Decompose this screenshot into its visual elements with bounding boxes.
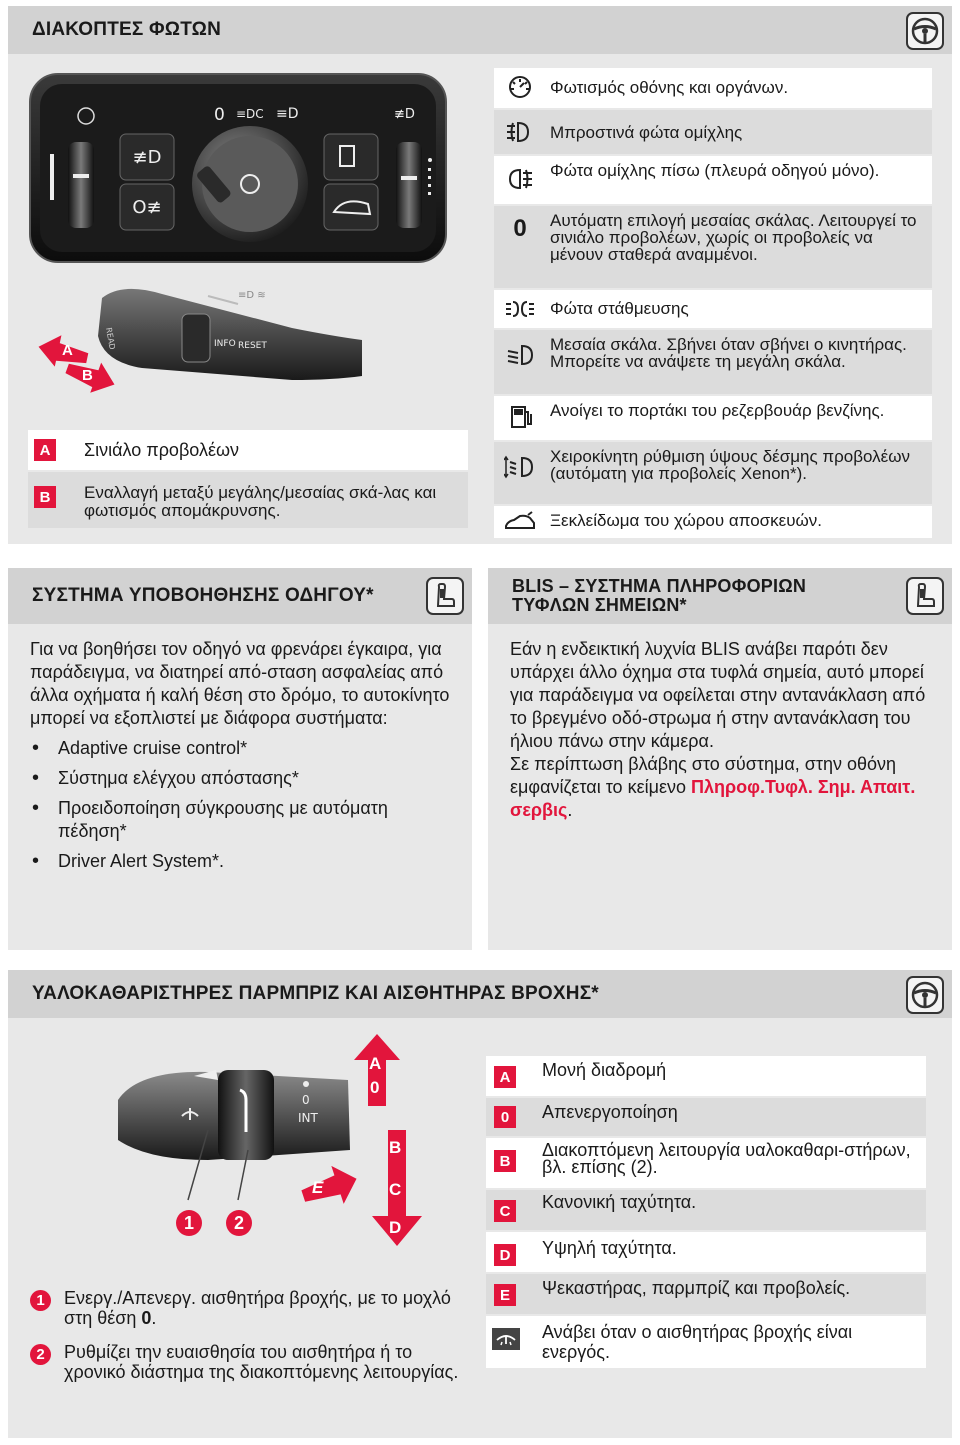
arrow-a-label: A	[62, 342, 73, 359]
lights-title: ΔΙΑΚΟΠΤΕΣ ΦΩΤΩΝ	[32, 19, 222, 40]
trunk-unlock-icon	[502, 509, 538, 535]
letter-badge-b: B	[494, 1150, 516, 1172]
driver-support-body	[30, 638, 460, 873]
zero-symbol: 0	[513, 215, 527, 242]
wiper-row-e	[486, 1274, 926, 1314]
wiper-row-e-text: Ψεκαστήρας, παρμπρίζ και προβολείς.	[542, 1278, 851, 1298]
wiper-row-zero-text: Απενεργοποίηση	[542, 1102, 678, 1122]
lights-row-front-fog-text: Μπροστινά φώτα ομίχλης	[550, 123, 743, 142]
lights-row-fuel	[494, 396, 932, 440]
driver-support-bullets	[30, 737, 460, 873]
lights-row-rear-fog	[494, 156, 932, 204]
wiper-arrow-d-label: D	[389, 1218, 402, 1237]
lights-row-parking-text: Φώτα στάθμευσης	[550, 299, 689, 318]
blis-title-line2: ΤΥΦΛΩΝ ΣΗΜΕΙΩΝ*	[512, 595, 687, 615]
lights-row-trunk-text: Ξεκλείδωμα του χώρου αποσκευών.	[550, 511, 823, 530]
lights-header	[8, 6, 952, 54]
blis-service-message: Πληροφ.Τυφλ. Σημ. Απαιτ. σερβις	[510, 777, 916, 820]
lights-section	[8, 6, 952, 544]
wiper-numbered-1-suffix: .	[151, 1308, 157, 1328]
wiper-row-b	[486, 1138, 926, 1188]
blis-para2-prefix: Σε περίπτωση βλάβης στο σύστημα, στην οθόνη εμφανίζεται το κείμενο	[510, 754, 897, 797]
wiper-stalk-int: INT	[298, 1111, 318, 1125]
callout-lines	[168, 1110, 288, 1220]
lights-row-instrument-text: Φωτισμός οθόνης και οργάνων.	[550, 78, 789, 97]
lights-row-zero	[494, 206, 932, 288]
wiper-row-c	[486, 1190, 926, 1230]
wipers-header	[8, 970, 952, 1018]
numbered-circle-2: 2	[30, 1344, 51, 1365]
wiper-arrow-e-label: E	[312, 1178, 324, 1197]
instrument-lighting-icon	[502, 74, 538, 100]
wipers-section	[8, 970, 952, 1438]
blis-para2-suffix: .	[567, 800, 573, 820]
wiper-stalk-zero: 0	[302, 1093, 310, 1107]
lights-row-trunk	[494, 506, 932, 538]
lights-row-instrument	[494, 68, 932, 108]
callout-1: 1	[176, 1210, 202, 1236]
wipers-title: ΥΑΛΟΚΑΘΑΡΙΣΤΗΡΕΣ ΠΑΡΜΠΡΙΖ ΚΑΙ ΑΙΣΘΗΤΗΡΑΣ ΒΡΟΧΗΣ*	[32, 983, 599, 1004]
rear-fog-light-icon	[502, 166, 538, 192]
blis-section	[488, 568, 952, 950]
lights-item-a	[28, 430, 468, 470]
seat-icon	[906, 577, 944, 615]
parking-light-icon	[502, 296, 538, 322]
wiper-arrow-e	[298, 1166, 358, 1210]
driver-support-intro: Για να βοηθήσει τον οδηγό να φρενάρει έγκαιρα, για παράδειγμα, να διατηρεί από-σταση ασφαλείας από άλλα οχήματα ή καλή θέση στο δρόμο, το αυτοκίνητο μπορεί να εξοπλιστεί με διάφορα συστήματα:	[30, 639, 450, 728]
seat-icon	[426, 577, 464, 615]
lights-row-fuel-text: Ανοίγει το πορτάκι του ρεζερβουάρ βενζίνης.	[550, 401, 885, 420]
lights-row-zero-text: Αυτόματη επιλογή μεσαίας σκάλας. Λειτουργεί το σινιάλο προβολέων, χωρίς οι προβολείς να μένουν σταθερά αναμμένοι.	[550, 211, 917, 264]
wiper-positions-list	[486, 1056, 926, 1430]
numbered-circle-1: 1	[30, 1290, 51, 1311]
svg-text:≡D: ≡D	[276, 106, 299, 122]
lights-item-a-text: Σινιάλο προβολέων	[84, 440, 240, 460]
wiper-numbered-1-text	[64, 1288, 464, 1328]
letter-badge-c: C	[494, 1200, 516, 1222]
wiper-row-zero	[486, 1098, 926, 1136]
beam-height-icon	[502, 454, 538, 480]
lights-row-rear-fog-text: Φώτα ομίχλης πίσω (πλευρά οδηγού μόνο).	[550, 161, 880, 180]
lights-row-dipped	[494, 330, 932, 394]
front-fog-light-icon	[502, 119, 538, 145]
wiper-numbered-1-prefix: Ενεργ./Απενεργ. αισθητήρα βροχής, με το μοχλό στη θέση	[64, 1288, 451, 1328]
svg-text:≡DC: ≡DC	[236, 107, 264, 121]
svg-text:≡D ≋: ≡D ≋	[238, 290, 266, 301]
rain-sensor-icon	[492, 1328, 520, 1350]
letter-badge-a: A	[34, 439, 56, 461]
wiper-arrow-c-label: C	[389, 1180, 402, 1199]
wiper-numbered-1-bold: 0	[141, 1308, 152, 1328]
driver-support-header	[8, 568, 472, 624]
arrow-b	[64, 358, 118, 394]
wiper-row-c-text: Κανονική ταχύτητα.	[542, 1192, 697, 1212]
light-switch-panel-image	[28, 72, 448, 264]
dipped-beam-icon	[502, 342, 538, 368]
wiper-row-d	[486, 1232, 926, 1272]
lights-row-beam-height-text: Χειροκίνητη ρύθμιση ύψους δέσμης προβολέων (αυτόματη για προβολείς Xenon*).	[550, 447, 911, 483]
letter-badge-d: D	[494, 1244, 516, 1266]
wiper-arrow-zero-label: 0	[370, 1078, 380, 1097]
wiper-row-b-text: Διακοπτόμενη λειτουργία υαλοκαθαρι-στήρων, βλ. επίσης (2).	[542, 1140, 911, 1177]
driver-support-section	[8, 568, 472, 950]
wiper-row-rain-sensor-text: Ανάβει όταν ο αισθητήρας βροχής είναι ενεργός.	[542, 1322, 853, 1362]
callout-2: 2	[226, 1210, 252, 1236]
driver-support-bullet: • Σύστημα ελέγχου απόστασης*	[30, 767, 460, 790]
driver-support-bullet: • Adaptive cruise control*	[30, 737, 460, 760]
wiper-arrow-a-label: A	[369, 1054, 382, 1073]
letter-badge-a: A	[494, 1066, 516, 1088]
wiper-arrow-b-label: B	[389, 1138, 402, 1157]
driver-support-bullet: • Driver Alert System*.	[30, 850, 460, 873]
wiper-arrow-down	[372, 1130, 422, 1246]
svg-text:O≢: O≢	[132, 197, 162, 218]
wiper-numbered-2-text: Ρυθμίζει την ευαισθησία του αισθητήρα ή το χρονικό διάστημα της διακοπτόμενης λειτουργίας.	[64, 1342, 459, 1382]
lights-row-parking	[494, 290, 932, 328]
lights-row-dipped-text: Μεσαία σκάλα. Σβήνει όταν σβήνει ο κινητήρας. Μπορείτε να ανάψετε τη μεγάλη σκάλα.	[550, 335, 907, 371]
driver-support-bullet: • Προειδοποίηση σύγκρουσης με αυτόματη πέδηση*	[30, 797, 460, 843]
steering-wheel-icon	[906, 12, 944, 50]
letter-badge-zero: 0	[494, 1106, 516, 1128]
wiper-row-rain-sensor	[486, 1316, 926, 1368]
blis-title-line1: BLIS – ΣΥΣΤΗΜΑ ΠΛΗΡΟΦΟΡΙΩΝ	[512, 576, 807, 596]
blis-header	[488, 568, 952, 624]
wiper-arrow-up	[354, 1034, 400, 1106]
svg-text:0: 0	[214, 105, 225, 125]
lights-item-b	[28, 472, 468, 528]
wiper-row-a	[486, 1056, 926, 1096]
lights-item-b-text: Εναλλαγή μεταξύ μεγάλης/μεσαίας σκά-λας και φωτισμός απομάκρυνσης.	[84, 483, 437, 520]
steering-wheel-icon	[906, 976, 944, 1014]
blis-body	[510, 638, 940, 822]
letter-badge-b: B	[34, 486, 56, 508]
blis-para2	[510, 753, 940, 822]
zero-position-icon	[502, 216, 538, 242]
svg-text:≢D: ≢D	[394, 107, 415, 122]
lights-row-front-fog	[494, 110, 932, 154]
stalk-read-label: READ	[104, 326, 117, 351]
svg-text:≢D: ≢D	[132, 147, 162, 168]
stalk-reset-label: RESET	[238, 341, 267, 351]
blis-para1: Εάν η ενδεικτική λυχνία BLIS ανάβει παρότι δεν υπάρχει άλλο όχημα στα τυφλά σημεία, αυτό μπορεί για παράδειγμα να οφείλεται στην αντανάκλαση από το βρεγμένο οδό-στρωμα ή στην αντανάκλαση του ήλιου πάνω στην κάμερα.	[510, 639, 926, 751]
wiper-row-a-text: Μονή διαδρομή	[542, 1060, 667, 1080]
lights-icon-list	[494, 68, 932, 536]
arrow-b-label: B	[82, 367, 93, 384]
fuel-filler-icon	[502, 404, 538, 430]
letter-badge-e: E	[494, 1284, 516, 1306]
stalk-info-label: INFO	[214, 339, 236, 349]
wiper-row-d-text: Υψηλή ταχύτητα.	[542, 1238, 677, 1258]
driver-support-title: ΣΥΣΤΗΜΑ ΥΠΟΒΟΗΘΗΣΗΣ ΟΔΗΓΟΥ*	[32, 585, 374, 606]
lights-row-beam-height	[494, 442, 932, 504]
